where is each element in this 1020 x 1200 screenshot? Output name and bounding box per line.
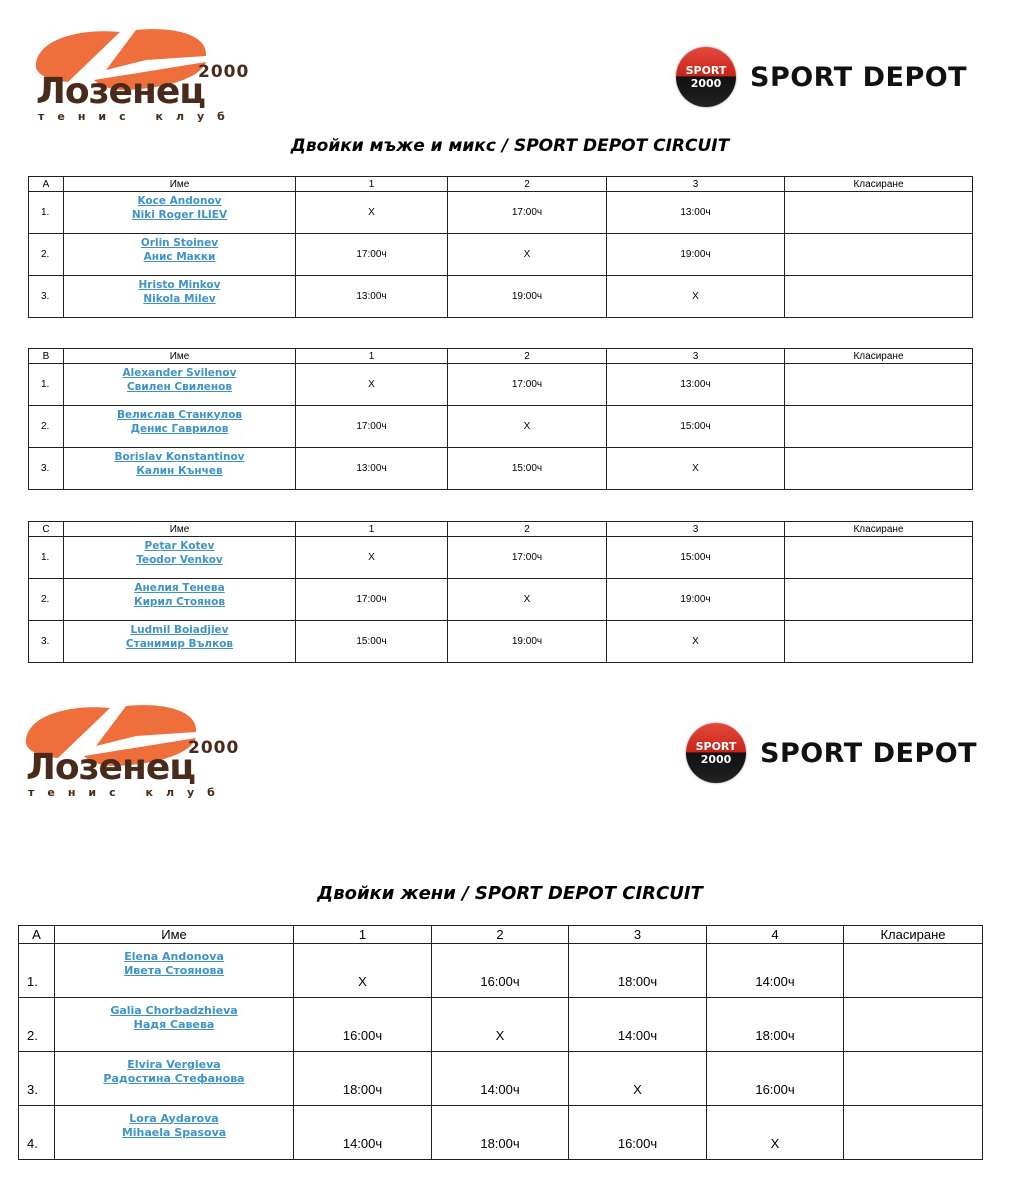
col-header-rank: Класиране — [785, 349, 973, 364]
players-cell — [64, 537, 296, 579]
table-header-row — [29, 349, 973, 364]
match-cell: 14:00ч — [432, 1052, 569, 1106]
match-cell: 16:00ч — [432, 944, 569, 998]
col-header-2: 2 — [432, 926, 569, 944]
row-number: 2. — [19, 998, 55, 1052]
match-cell: 17:00ч — [296, 579, 448, 621]
rank-cell — [785, 234, 973, 276]
match-cell: 14:00ч — [569, 998, 707, 1052]
row-number: 1. — [29, 537, 64, 579]
club-subtitle: тенис клуб — [38, 110, 238, 123]
col-header-name: Име — [55, 926, 294, 944]
player-link[interactable]: Mihaela Spasova — [121, 1125, 227, 1139]
match-cell: X — [296, 364, 448, 406]
row-number: 3. — [29, 448, 64, 490]
table-header-row — [19, 926, 983, 944]
match-cell: 18:00ч — [569, 944, 707, 998]
players-cell — [55, 1106, 294, 1160]
row-number: 3. — [29, 276, 64, 318]
match-cell: 15:00ч — [607, 537, 785, 579]
match-cell: 16:00ч — [569, 1106, 707, 1160]
club-year: 2000 — [188, 738, 240, 758]
sponsor-name: SPORT DEPOT — [750, 61, 968, 93]
sponsor-logo — [686, 720, 977, 786]
player-link[interactable]: Радостина Стефанова — [103, 1071, 245, 1085]
player-link[interactable]: Borislav Konstantinov — [114, 450, 245, 463]
players-cell — [64, 448, 296, 490]
col-header-name: Име — [64, 177, 296, 192]
table-row — [29, 579, 973, 621]
col-header-rank: Класиране — [785, 177, 973, 192]
player-link[interactable]: Калин Кънчев — [136, 464, 223, 477]
player-link[interactable]: Надя Савева — [133, 1017, 215, 1031]
row-number: 3. — [19, 1052, 55, 1106]
players-cell — [64, 192, 296, 234]
section-title-men-mixed: Двойки мъже и микс / SPORT DEPOT CIRCUIT — [290, 136, 730, 156]
row-number: 1. — [29, 192, 64, 234]
player-link[interactable]: Nikola Milev — [143, 292, 216, 305]
rank-cell — [785, 537, 973, 579]
col-header-3: 3 — [607, 522, 785, 537]
player-link[interactable]: Elvira Vergieva — [127, 1057, 221, 1071]
col-header-2: 2 — [448, 177, 607, 192]
player-link[interactable]: Alexander Svilenov — [122, 366, 237, 379]
match-cell: X — [294, 944, 432, 998]
row-number: 2. — [29, 579, 64, 621]
group-table-b — [28, 348, 973, 490]
col-header-name: Име — [64, 522, 296, 537]
match-cell: 15:00ч — [607, 406, 785, 448]
match-cell: X — [448, 406, 607, 448]
player-link[interactable]: Teodor Venkov — [136, 553, 223, 566]
col-header-2: 2 — [448, 349, 607, 364]
match-cell: 13:00ч — [296, 448, 448, 490]
match-cell: 15:00ч — [448, 448, 607, 490]
match-cell: 13:00ч — [607, 192, 785, 234]
player-link[interactable]: Elena Andonova — [124, 949, 224, 963]
club-name: Лозенец — [36, 71, 205, 112]
club-name: Лозенец — [26, 747, 195, 788]
rank-cell — [785, 448, 973, 490]
players-cell — [64, 276, 296, 318]
rank-cell — [785, 621, 973, 663]
col-header-3: 3 — [607, 177, 785, 192]
match-cell: 17:00ч — [448, 537, 607, 579]
player-link[interactable]: Денис Гаврилов — [130, 422, 229, 435]
col-header-2: 2 — [448, 522, 607, 537]
match-cell: 13:00ч — [296, 276, 448, 318]
players-cell — [55, 998, 294, 1052]
player-link[interactable]: Станимир Вълков — [125, 637, 234, 650]
players-cell — [64, 406, 296, 448]
player-link[interactable]: Ludmil Boiadjiev — [130, 623, 229, 636]
match-cell: X — [296, 192, 448, 234]
group-label: A — [19, 926, 55, 944]
badge-top-text: SPORT — [685, 64, 727, 77]
section-title-women: Двойки жени / SPORT DEPOT CIRCUIT — [317, 883, 703, 904]
match-cell: 14:00ч — [294, 1106, 432, 1160]
match-cell: 15:00ч — [296, 621, 448, 663]
club-logo — [18, 698, 298, 798]
row-number: 2. — [29, 406, 64, 448]
player-link[interactable]: Кирил Стоянов — [133, 595, 226, 608]
rank-cell — [844, 944, 983, 998]
match-cell: 19:00ч — [607, 579, 785, 621]
col-header-name: Име — [64, 349, 296, 364]
match-cell: X — [607, 276, 785, 318]
table-row — [19, 944, 983, 998]
sport2000-badge-icon — [686, 723, 746, 783]
rank-cell — [785, 364, 973, 406]
rank-cell — [844, 998, 983, 1052]
col-header-3: 3 — [569, 926, 707, 944]
col-header-4: 4 — [707, 926, 844, 944]
club-year: 2000 — [198, 62, 250, 82]
col-header-rank: Класиране — [785, 522, 973, 537]
col-header-1: 1 — [296, 177, 448, 192]
col-header-3: 3 — [607, 349, 785, 364]
players-cell — [64, 364, 296, 406]
col-header-1: 1 — [296, 522, 448, 537]
club-logo — [28, 22, 308, 122]
row-number: 1. — [29, 364, 64, 406]
table-row — [29, 192, 973, 234]
player-link[interactable]: Анелия Тенева — [134, 581, 225, 594]
rank-cell — [785, 192, 973, 234]
group-table-c — [28, 521, 973, 663]
table-row — [19, 1052, 983, 1106]
rank-cell — [844, 1052, 983, 1106]
rank-cell — [785, 579, 973, 621]
match-cell: 18:00ч — [432, 1106, 569, 1160]
match-cell: X — [607, 621, 785, 663]
group-label: A — [29, 177, 64, 192]
match-cell: 18:00ч — [294, 1052, 432, 1106]
player-link[interactable]: Niki Roger ILIEV — [131, 208, 228, 221]
match-cell: 17:00ч — [448, 364, 607, 406]
sport2000-badge-icon — [676, 47, 736, 107]
col-header-rank: Класиране — [844, 926, 983, 944]
rank-cell — [844, 1106, 983, 1160]
player-link[interactable]: Hristo Minkov — [138, 278, 221, 291]
match-cell: 13:00ч — [607, 364, 785, 406]
col-header-1: 1 — [294, 926, 432, 944]
table-row — [19, 998, 983, 1052]
match-cell: 19:00ч — [448, 621, 607, 663]
table-row — [19, 1106, 983, 1160]
player-link[interactable]: Lora Aydarova — [129, 1111, 219, 1125]
table-row — [29, 234, 973, 276]
row-number: 3. — [29, 621, 64, 663]
player-link[interactable]: Велислав Станкулов — [116, 408, 243, 421]
players-cell — [64, 234, 296, 276]
table-row — [29, 406, 973, 448]
match-cell: 16:00ч — [294, 998, 432, 1052]
table-row — [29, 537, 973, 579]
sponsor-logo — [676, 44, 967, 110]
match-cell: X — [607, 448, 785, 490]
sponsor-name: SPORT DEPOT — [760, 737, 978, 769]
row-number: 2. — [29, 234, 64, 276]
row-number: 4. — [19, 1106, 55, 1160]
table-row — [29, 364, 973, 406]
club-subtitle: тенис клуб — [28, 786, 228, 799]
group-table-women-a — [18, 925, 983, 1160]
players-cell — [64, 621, 296, 663]
match-cell: 19:00ч — [607, 234, 785, 276]
player-link[interactable]: Свилен Свиленов — [126, 380, 233, 393]
table-row — [29, 621, 973, 663]
badge-top-text: SPORT — [695, 740, 737, 753]
players-cell — [55, 1052, 294, 1106]
match-cell: X — [707, 1106, 844, 1160]
match-cell: X — [569, 1052, 707, 1106]
match-cell: 17:00ч — [296, 234, 448, 276]
group-label: C — [29, 522, 64, 537]
match-cell: X — [296, 537, 448, 579]
players-cell — [64, 579, 296, 621]
badge-bottom-text: 2000 — [690, 77, 722, 90]
match-cell: 19:00ч — [448, 276, 607, 318]
player-link[interactable]: Ивета Стоянова — [124, 963, 224, 977]
match-cell: X — [448, 234, 607, 276]
match-cell: 17:00ч — [448, 192, 607, 234]
col-header-1: 1 — [296, 349, 448, 364]
match-cell: 14:00ч — [707, 944, 844, 998]
match-cell: 18:00ч — [707, 998, 844, 1052]
group-table-a — [28, 176, 973, 318]
match-cell: X — [448, 579, 607, 621]
group-label: B — [29, 349, 64, 364]
player-link[interactable]: Petar Kotev — [144, 539, 215, 552]
table-header-row — [29, 177, 973, 192]
player-link[interactable]: Orlin Stoinev — [140, 236, 219, 249]
player-link[interactable]: Galia Chorbadzhieva — [110, 1003, 238, 1017]
player-link[interactable]: Анис Макки — [143, 250, 216, 263]
badge-bottom-text: 2000 — [700, 753, 732, 766]
players-cell — [55, 944, 294, 998]
rank-cell — [785, 276, 973, 318]
player-link[interactable]: Koce Andonov — [137, 194, 222, 207]
table-row — [29, 448, 973, 490]
row-number: 1. — [19, 944, 55, 998]
table-row — [29, 276, 973, 318]
match-cell: 16:00ч — [707, 1052, 844, 1106]
match-cell: X — [432, 998, 569, 1052]
match-cell: 17:00ч — [296, 406, 448, 448]
rank-cell — [785, 406, 973, 448]
table-header-row — [29, 522, 973, 537]
